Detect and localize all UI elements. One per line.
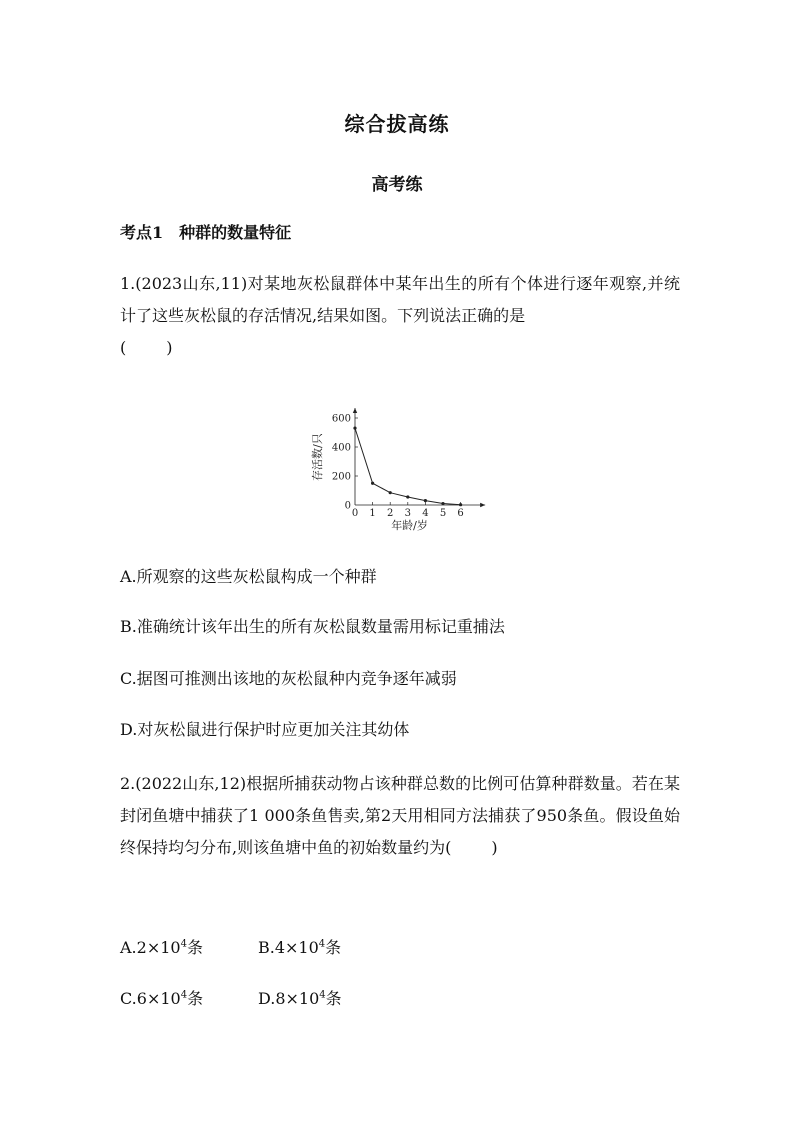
data-point [353,427,356,430]
data-point [424,499,427,502]
y-axis-arrow [353,408,357,413]
data-point [406,495,409,498]
question-1-option-c: C.据图可推测出该地的灰松鼠种内竞争逐年减弱 [120,669,457,688]
x-tick-label: 2 [387,508,394,519]
series-line [355,428,461,505]
option-a-exponent: 4 [180,938,187,950]
option-b-unit: 条 [325,938,342,957]
question-2-option-d [258,987,342,1011]
data-point [389,491,392,494]
data-point [459,503,462,506]
question-1-option-d: D.对灰松鼠进行保护时应更加关注其幼体 [120,720,410,739]
section-title: 种群的数量特征 [179,223,292,242]
question-2-option-b [258,936,341,960]
question-2-text: 2.(2022山东,12)根据所捕获动物占该种群总数的比例可估算种群数量。若在某封闭鱼塘中捕获了1 000条鱼售卖,第2天用相同方法捕获了950条鱼。假设鱼始终保持均匀分布,则该鱼塘中鱼的初始数量约为 [120,774,680,857]
x-tick-label: 6 [457,508,464,519]
section-label: 考点1 [120,223,164,242]
question-1-paren-open: ( [120,338,127,357]
question-2-paren-close: ) [491,838,498,857]
option-d-unit: 条 [325,989,342,1008]
x-tick-label: 0 [351,508,359,519]
question-2-stem [120,768,680,864]
option-c-exponent: 4 [180,989,188,1001]
option-d-exponent: 4 [319,989,326,1001]
y-tick-label: 600 [331,413,351,425]
question-1-option-a: A.所观察的这些灰松鼠构成一个种群 [120,567,377,586]
option-b-base: B.4×10 [258,938,319,957]
x-tick-label: 3 [404,508,411,519]
option-d-base: D.8×10 [258,989,320,1008]
question-1-option-b: B.准确统计该年出生的所有灰松鼠数量需用标记重捕法 [120,617,505,636]
page-subtitle: 高考练 [371,175,423,195]
x-axis-label: 年龄/岁 [391,519,428,532]
page-title: 综合拔高练 [344,112,450,136]
option-a-base: A.2×10 [120,938,181,957]
x-tick-label: 5 [439,508,447,519]
question-1-text: 1.(2023山东,11)对某地灰松鼠群体中某年出生的所有个体进行逐年观察,并统计了这些灰松鼠的存活情况,结果如图。下列说法正确的是 [120,274,680,325]
question-2-option-a [120,936,203,960]
y-axis-label: 存活数/只 [311,433,324,482]
y-tick-label: 0 [344,500,351,512]
option-c-unit: 条 [187,989,204,1008]
question-2-paren-open: ( [445,838,452,857]
option-c-base: C.6×10 [120,989,181,1008]
x-axis-arrow [480,503,485,507]
question-1-paren-close: ) [166,338,173,357]
y-tick-label: 400 [331,442,351,454]
x-tick-label: 1 [369,508,376,519]
question-1-stem [120,268,680,364]
x-tick-label: 4 [422,508,429,519]
question-2-option-c [120,987,203,1011]
section-heading [120,220,291,243]
data-point [371,482,374,485]
y-tick-label: 200 [331,471,351,483]
data-point [441,502,444,505]
option-a-unit: 条 [186,938,203,957]
survival-chart [296,398,496,538]
option-b-exponent: 4 [318,938,326,950]
